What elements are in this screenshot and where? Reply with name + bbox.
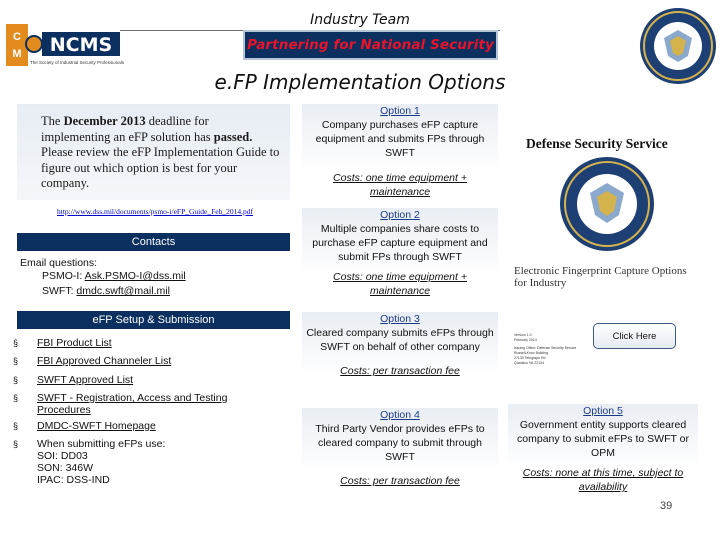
- swft-registration-link[interactable]: SWFT - Registration, Access and Testing Procedures: [37, 392, 228, 416]
- option-5-card: [508, 404, 698, 496]
- option-5-cost: Costs: none at this time, subject to availability: [522, 467, 684, 493]
- option-5-desc: Government entity supports cleared company to submit eFPs to SWFT or OPM: [517, 419, 689, 459]
- list-item: § When submitting eFPs use: SOI: DD03 SON: 346W IPAC: DSS-IND: [13, 438, 253, 486]
- logo-letter-c: C: [13, 31, 21, 43]
- page-number: 39: [660, 500, 673, 512]
- doc-title: Electronic Fingerprint Capture Options for Industry: [514, 265, 687, 289]
- fbi-product-list-link[interactable]: FBI Product List: [37, 337, 112, 349]
- logo-tagline: The Society of Industrial Security Professionals: [30, 60, 125, 65]
- option-1-card: [302, 104, 498, 200]
- contacts-header: Contacts: [17, 233, 290, 251]
- guide-link[interactable]: http://www.dss.mil/documents/psmo-i/eFP_Guide_Feb_2014.pdf: [57, 207, 253, 216]
- option-2-card: [302, 208, 498, 304]
- dss-seal-icon: [558, 155, 656, 253]
- list-item: § SWFT Approved List: [13, 374, 134, 386]
- option-4-card: [302, 408, 498, 498]
- option-3-card: [302, 312, 498, 402]
- click-here-button[interactable]: Click Here: [593, 323, 676, 349]
- psmo-contact: PSMO-I: Ask.PSMO-I@dss.mil: [42, 270, 186, 282]
- logo-text: NCMS: [49, 34, 113, 56]
- intro-text: The December 2013 deadline for implementing an eFP solution has passed. Please review the eFP Implementation Guide to figure out which option is best for your company.: [41, 114, 280, 190]
- option-1-title[interactable]: Option 1: [380, 105, 420, 117]
- ipac-code: IPAC: DSS-IND: [37, 474, 110, 486]
- son-code: SON: 346W: [37, 462, 94, 474]
- soi-code: SOI: DD03: [37, 450, 88, 462]
- option-4-desc: Third Party Vendor provides eFPs to cleared company to submit through SWFT: [315, 423, 485, 463]
- option-2-title[interactable]: Option 2: [380, 209, 420, 221]
- option-4-title[interactable]: Option 4: [380, 409, 420, 421]
- list-item: § DMDC-SWFT Homepage: [13, 420, 156, 432]
- option-1-cost: Costs: one time equipment + maintenance: [333, 172, 467, 198]
- setup-header: eFP Setup & Submission: [17, 311, 290, 329]
- swft-approved-list-link[interactable]: SWFT Approved List: [37, 374, 134, 386]
- list-item: § FBI Approved Channeler List: [13, 355, 172, 367]
- swft-email-link[interactable]: dmdc.swft@mail.mil: [76, 285, 170, 297]
- dmdc-swft-homepage-link[interactable]: DMDC-SWFT Homepage: [37, 420, 156, 432]
- option-2-cost: Costs: one time equipment + maintenance: [333, 271, 467, 297]
- swft-contact: SWFT: dmdc.swft@mail.mil: [42, 285, 170, 297]
- email-questions-label: Email questions:: [20, 257, 98, 269]
- page-title: e.FP Implementation Options: [214, 70, 506, 94]
- option-3-desc: Cleared company submits eFPs through SWFT on behalf of other company: [306, 327, 494, 353]
- option-3-cost: Costs: per transaction fee: [340, 365, 460, 377]
- option-5-title[interactable]: Option 5: [583, 405, 623, 417]
- option-2-desc: Multiple companies share costs to purchase eFP capture equipment and submit FPs through SWFT: [312, 223, 488, 263]
- option-4-cost: Costs: per transaction fee: [340, 475, 460, 487]
- doc-agency-title: Defense Security Service: [526, 136, 668, 151]
- psmo-email-link[interactable]: Ask.PSMO-I@dss.mil: [84, 270, 186, 282]
- setup-list: [13, 337, 253, 486]
- header-title: Industry Team: [310, 12, 410, 28]
- doc-meta: Version 1.0 February 2014 Issuing Office: Defense Security Service Russell-Knox Building 27130 Telegraph Rd Quantico VA 22134: [514, 333, 577, 365]
- list-item: § FBI Product List: [13, 337, 112, 349]
- header-banner: [243, 30, 498, 60]
- submit-note: When submitting eFPs use:: [37, 438, 166, 450]
- list-item: § SWFT - Registration, Access and Testing Procedures: [13, 392, 228, 416]
- logo-letter-m: M: [12, 48, 22, 60]
- option-3-title[interactable]: Option 3: [380, 313, 420, 325]
- fbi-channeler-list-link[interactable]: FBI Approved Channeler List: [37, 355, 172, 367]
- banner-text: Partnering for National Security: [247, 37, 494, 53]
- option-1-desc: Company purchases eFP capture equipment and submits FPs through SWFT: [315, 119, 485, 159]
